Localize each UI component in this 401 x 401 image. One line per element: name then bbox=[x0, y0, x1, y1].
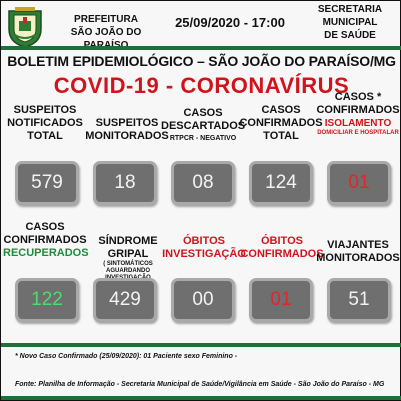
label-line: CASOS bbox=[183, 107, 223, 119]
label-line: MONITORADOS bbox=[85, 130, 169, 142]
label-line: MONITORADOS bbox=[316, 252, 400, 264]
label-suspeitos-notificados bbox=[3, 104, 87, 143]
label-line: ÓBITOS bbox=[183, 235, 225, 247]
label-casos-recuperados bbox=[3, 221, 87, 260]
label-obitos-investigacao bbox=[161, 235, 247, 261]
label-obitos-confirmados bbox=[239, 235, 325, 261]
label-line: CASOS bbox=[261, 104, 301, 116]
stat-casos-descartados: 08 bbox=[171, 161, 235, 205]
label-line: TOTAL bbox=[27, 130, 63, 142]
new-case-footnote: * Novo Caso Confirmado (25/09/2020): 01 Paciente sexo Feminino - bbox=[15, 353, 238, 360]
label-line: CONFIRMADOS bbox=[240, 248, 324, 260]
label-isolamento: ISOLAMENTO bbox=[324, 118, 392, 129]
label-line: INVESTIGAÇÃO bbox=[162, 248, 246, 260]
label-casos-descartados bbox=[161, 107, 245, 142]
stat-viajantes-monitorados: 51 bbox=[327, 278, 391, 322]
label-note: DOMICILIAR E HOSPITALAR bbox=[317, 130, 399, 136]
data-source: Fonte: Planilha de Informação - Secretaria Municipal de Saúde/Vigilância em Saúde - São João do Paraíso - MG bbox=[15, 381, 385, 388]
label-viajantes-monitorados bbox=[315, 239, 401, 265]
stat-suspeitos-monitorados: 18 bbox=[93, 161, 157, 205]
stat-casos-confirmados-total: 124 bbox=[249, 161, 313, 205]
stat-casos-recuperados: 122 bbox=[15, 278, 79, 322]
label-line: TOTAL bbox=[263, 130, 299, 142]
label-note: RTPCR - NEGATIVO bbox=[169, 135, 237, 142]
label-casos-isolamento bbox=[315, 91, 401, 137]
header-divider bbox=[1, 46, 401, 50]
city-label: SÃO JOÃO DO bbox=[70, 27, 142, 38]
label-line: VIAJANTES bbox=[327, 239, 389, 251]
label-line: CASOS bbox=[25, 221, 65, 233]
secretaria-line3: DE SAÚDE bbox=[324, 30, 376, 41]
secretaria-line1: SECRETARIA bbox=[317, 4, 383, 15]
stat-sindrome-gripal: 429 bbox=[93, 278, 157, 322]
label-line: CONFIRMADOS bbox=[3, 234, 87, 246]
label-line: CASOS * bbox=[334, 91, 382, 103]
bulletin-subtitle: COVID-19 - CORONAVÍRUS bbox=[53, 73, 350, 98]
label-suspeitos-monitorados bbox=[85, 117, 169, 143]
label-note: ( SINTOMÁTICOS AGUARDANDO bbox=[103, 261, 153, 274]
bulletin-title: BOLETIM EPIDEMIOLÓGICO – SÃO JOÃO DO PARAÍSO/MG bbox=[7, 53, 396, 69]
label-line: CONFIRMADOS bbox=[239, 117, 323, 129]
label-recuperados: RECUPERADOS bbox=[3, 247, 89, 259]
footer-divider bbox=[1, 343, 401, 347]
label-casos-confirmados-total bbox=[239, 104, 323, 143]
label-line: SUSPEITOS bbox=[13, 104, 77, 116]
label-line: NOTIFICADOS bbox=[7, 117, 83, 129]
bulletin-datetime: 25/09/2020 - 17:00 bbox=[175, 15, 285, 30]
prefeitura-label: PREFEITURA bbox=[74, 14, 138, 25]
label-line: CONFIRMADOS bbox=[316, 104, 400, 116]
stat-casos-isolamento: 01 bbox=[327, 161, 391, 205]
label-line: SÍNDROME GRIPAL bbox=[98, 235, 158, 260]
stat-obitos-investigacao: 00 bbox=[171, 278, 235, 322]
secretaria-line2: MUNICIPAL bbox=[322, 17, 378, 28]
stat-obitos-confirmados: 01 bbox=[249, 278, 313, 322]
stat-suspeitos-notificados: 579 bbox=[15, 161, 79, 205]
label-line: SUSPEITOS bbox=[95, 117, 159, 129]
municipal-crest-icon bbox=[5, 5, 45, 49]
label-line: ÓBITOS bbox=[261, 235, 303, 247]
bottom-bar bbox=[1, 396, 401, 400]
label-line: DESCARTADOS bbox=[161, 120, 246, 132]
secretaria-header bbox=[301, 3, 399, 42]
